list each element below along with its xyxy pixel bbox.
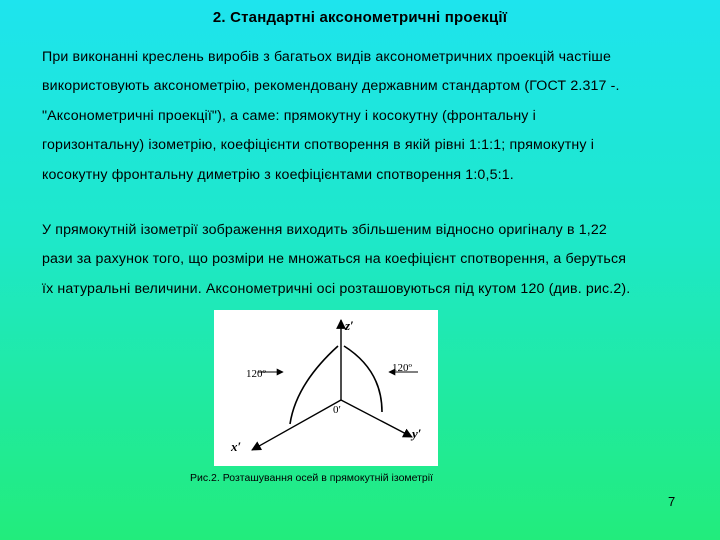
isometric-axes-figure [214,310,438,466]
text-line: горизонтальну) ізометрію, коефіцієнти спотворення в якій рівні 1:1:1; прямокутну і [42,137,594,154]
x-axis [252,400,341,450]
axes-diagram [214,310,438,466]
text-line: рази за рахунок того, що розміри не множаться на коефіцієнт спотворення, а беруться [42,251,627,268]
text-line: косокутну фронтальну диметрію з коефіцієнтами спотворення 1:0,5:1. [42,166,514,183]
slide-title: 2. Стандартні аксонометричні проекції [212,9,508,26]
y-axis [341,400,412,437]
text-line: При виконанні креслень виробів з багатьох видів аксонометричних проекцій частіше [42,49,611,65]
axis-z-label: z′ [345,318,354,333]
text-line: їх натуральні величини. Аксонометричні осі розташовуються під кутом 120 (див. рис.2). [42,280,631,297]
figure-caption: Рис.2. Розташування осей в прямокутній ізометрії [190,472,434,484]
paragraph-isometry [42,216,702,304]
angle-left-label: 120º [246,368,266,380]
paragraph-standards [42,43,702,190]
axis-y-label: y′ [412,426,422,441]
angle-arc-left [290,346,338,424]
angle-arc-right [344,346,382,412]
axis-x-label: x′ [231,439,242,454]
origin-label: 0′ [333,404,341,416]
text-line: використовують аксонометрію, рекомендовану державним стандартом (ГОСТ 2.317 -. [42,78,620,95]
text-line: У прямокутній ізометрії зображення виходить збільшеним відносно оригіналу в 1,22 [42,222,607,238]
text-line: "Аксонометричні проекції"), а саме: прямокутну і косокутну (фронтальну і [42,107,536,124]
page-number: 7 [668,494,676,509]
angle-right-label: 120º [392,362,412,374]
